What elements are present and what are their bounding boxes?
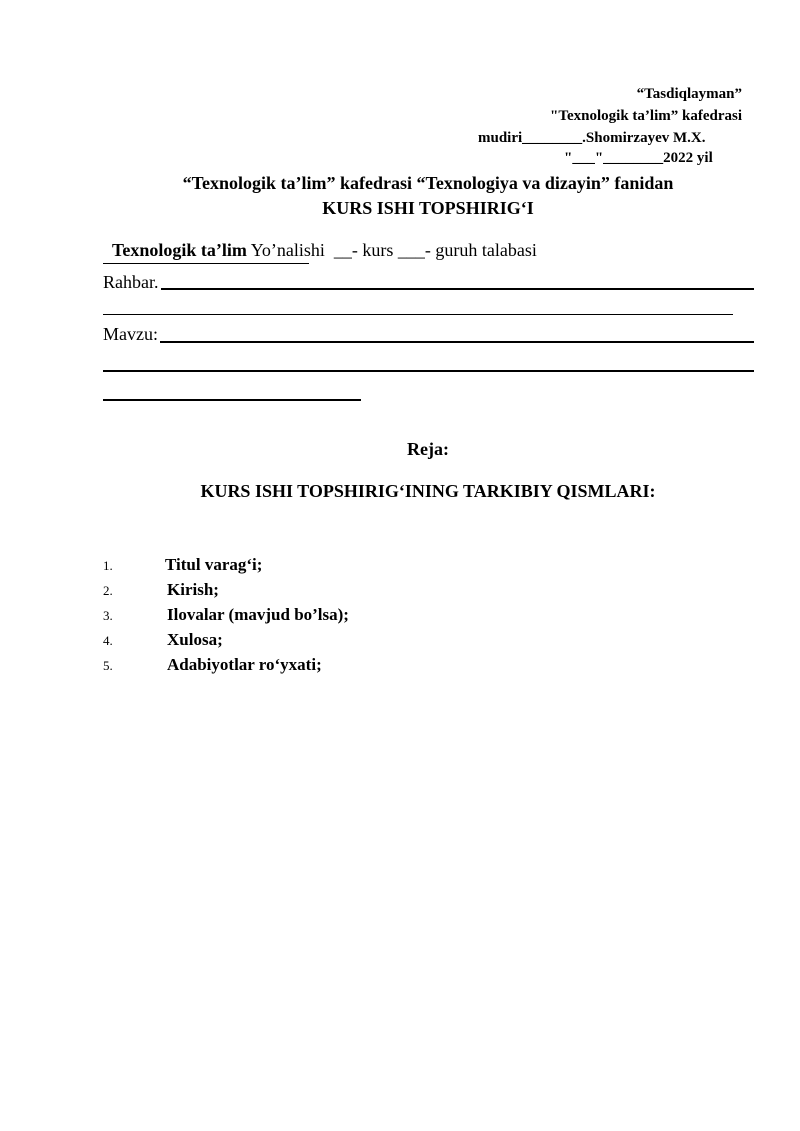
list-item-number: 1.: [103, 558, 113, 573]
approval-head: mudiri________.Shomirzayev M.X.: [478, 130, 706, 146]
list-item: Adabiyotlar ro‘yxati;: [167, 655, 322, 674]
approval-title: “Tasdiqlayman”: [636, 86, 742, 102]
approval-department: "Texnologik ta’lim” kafedrasi: [550, 108, 742, 124]
topic-underline: [160, 341, 754, 343]
topic-label: Mavzu:: [103, 324, 158, 344]
plan-subtitle: KURS ISHI TOPSHIRIG‘INING TARKIBIY QISMLARI:: [200, 481, 656, 501]
list-item: Kirish;: [167, 580, 219, 599]
plan-title: Reja:: [407, 439, 449, 459]
list-item: Ilovalar (mavjud bo’lsa);: [167, 605, 349, 624]
list-item-number: 3.: [103, 608, 113, 623]
list-item-number: 4.: [103, 633, 113, 648]
supervisor-underline-2: [103, 314, 733, 315]
student-line: [103, 223, 537, 259]
supervisor-label: Rahbar.: [103, 272, 159, 292]
topic-underline-3: [103, 399, 361, 401]
document-heading: “Texnologik ta’lim” kafedrasi “Texnologiya va dizayin” fanidan: [182, 173, 674, 193]
student-details: Yo’nalishi __- kurs ___- guruh talabasi: [246, 240, 537, 260]
list-item: Xulosa;: [167, 630, 223, 649]
topic-underline-2: [103, 370, 754, 372]
student-direction: Texnologik ta’lim: [112, 240, 247, 260]
list-item-number: 2.: [103, 583, 113, 598]
list-item: Titul varag‘i;: [165, 555, 263, 574]
document-title: KURS ISHI TOPSHIRIG‘I: [322, 198, 534, 218]
student-name-underline: [103, 263, 309, 264]
approval-date: "___"________2022 yil: [564, 150, 713, 166]
supervisor-underline: [161, 288, 754, 290]
list-item-number: 5.: [103, 658, 113, 673]
